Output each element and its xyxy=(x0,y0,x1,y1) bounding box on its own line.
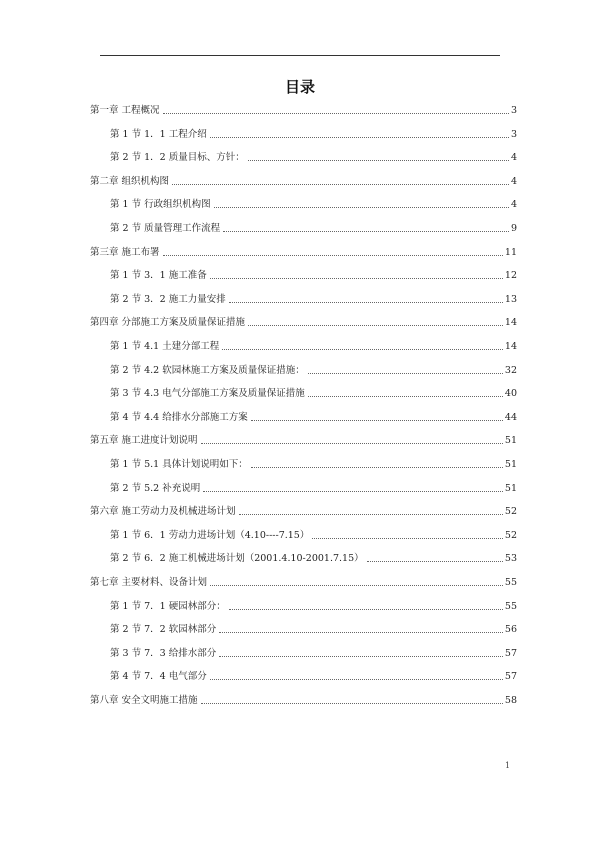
toc-dot-leader xyxy=(312,538,503,539)
toc-entry-label: 第 1 节 1．1 工程介绍 xyxy=(110,128,207,140)
toc-entry-label: 第一章 工程概况 xyxy=(90,105,160,116)
header-rule xyxy=(100,55,500,56)
toc-entry-page: 4 xyxy=(510,199,517,211)
toc-entry-page: 52 xyxy=(504,529,517,541)
toc-entry-label: 第 1 节 行政组织机构图 xyxy=(110,199,211,211)
toc-dot-leader xyxy=(201,443,503,444)
toc-entry-label: 第 4 节 4.4 给排水分部施工方案 xyxy=(110,411,248,423)
toc-entry-label: 第 1 节 3．1 施工准备 xyxy=(110,270,207,282)
toc-entry-label: 第 1 节 5.1 具体计划说明如下： xyxy=(110,459,248,470)
toc-entry-page: 3 xyxy=(510,128,517,140)
toc-entry-label: 第 2 节 3．2 施工力量安排 xyxy=(110,293,226,305)
toc-dot-leader xyxy=(210,278,503,279)
toc-dot-leader xyxy=(248,325,503,326)
toc-section-entry[interactable] xyxy=(110,270,517,282)
toc-chapter-entry[interactable] xyxy=(90,506,517,518)
toc-entry-page: 12 xyxy=(504,270,517,282)
toc-section-entry[interactable] xyxy=(110,341,517,353)
toc-dot-leader xyxy=(219,632,503,633)
toc-dot-leader xyxy=(201,703,503,704)
toc-section-entry[interactable] xyxy=(110,530,517,542)
toc-entry-label: 第 1 节 6．1 劳动力进场计划（4.10----7.15） xyxy=(110,529,310,541)
toc-dot-leader xyxy=(219,656,503,657)
toc-chapter-entry[interactable] xyxy=(90,435,517,447)
toc-entry-label: 第二章 组织机构图 xyxy=(90,175,170,187)
toc-dot-leader xyxy=(163,255,503,256)
page-title: 目录 xyxy=(284,78,315,96)
toc-entry-page: 53 xyxy=(504,553,517,565)
toc-entry-page: 57 xyxy=(504,671,517,683)
toc-entry-page: 51 xyxy=(504,459,517,470)
toc-section-entry[interactable] xyxy=(110,129,517,141)
toc-dot-leader xyxy=(251,467,503,468)
toc-section-entry[interactable] xyxy=(110,388,517,400)
toc-section-entry[interactable] xyxy=(110,459,517,471)
toc-section-entry[interactable] xyxy=(110,671,517,683)
toc-dot-leader xyxy=(210,585,503,586)
toc-entry-page: 40 xyxy=(504,388,517,400)
toc-dot-leader xyxy=(163,113,509,114)
toc-entry-label: 第 2 节 7．2 软园林部分 xyxy=(110,624,217,636)
toc-entry-label: 第 3 节 4.3 电气分部施工方案及质量保证措施 xyxy=(110,388,305,400)
toc-dot-leader xyxy=(308,396,503,397)
toc-entry-label: 第三章 施工布署 xyxy=(90,246,160,258)
toc-dot-leader xyxy=(214,207,509,208)
toc-dot-leader xyxy=(210,679,503,680)
toc-chapter-entry[interactable] xyxy=(90,105,517,117)
toc-dot-leader xyxy=(251,420,503,421)
toc-entry-label: 第 2 节 4.2 软园林施工方案及质量保证措施： xyxy=(110,364,305,376)
toc-entry-label: 第六章 施工劳动力及机械进场计划 xyxy=(90,506,236,518)
toc-section-entry[interactable] xyxy=(110,601,517,613)
toc-entry-label: 第 1 节 7．1 硬园林部分： xyxy=(110,600,226,612)
toc-entry-page: 51 xyxy=(504,482,517,494)
toc-entry-page: 52 xyxy=(504,506,517,518)
toc-entry-label: 第 1 节 4.1 土建分部工程 xyxy=(110,341,220,352)
toc-entry-page: 55 xyxy=(504,577,517,588)
toc-dot-leader xyxy=(203,491,503,492)
toc-entry-page: 11 xyxy=(504,246,517,258)
toc-entry-label: 第四章 分部施工方案及质量保证措施 xyxy=(90,317,246,329)
toc-entry-page: 4 xyxy=(510,152,517,164)
toc-section-entry[interactable] xyxy=(110,223,517,235)
page-number: 1 xyxy=(505,761,511,770)
toc-dot-leader xyxy=(223,231,509,232)
toc-section-entry[interactable] xyxy=(110,624,517,636)
toc-dot-leader xyxy=(172,184,509,185)
toc-entry-page: 51 xyxy=(504,435,517,447)
toc-entry-page: 14 xyxy=(504,341,517,352)
toc-dot-leader xyxy=(367,561,503,562)
toc-chapter-entry[interactable] xyxy=(90,247,517,259)
toc-entry-page: 44 xyxy=(504,411,517,423)
toc-dot-leader xyxy=(248,160,509,161)
toc-entry-page: 32 xyxy=(504,364,517,376)
toc-chapter-entry[interactable] xyxy=(90,577,517,589)
toc-chapter-entry[interactable] xyxy=(90,695,517,707)
toc-entry-label: 第 2 节 质量管理工作流程 xyxy=(110,223,221,234)
toc-section-entry[interactable] xyxy=(110,412,517,424)
toc-entry-page: 4 xyxy=(510,175,517,187)
toc-chapter-entry[interactable] xyxy=(90,176,517,188)
toc-entry-page: 55 xyxy=(504,600,517,612)
toc-section-entry[interactable] xyxy=(110,152,517,164)
toc-entry-page: 9 xyxy=(510,223,517,234)
toc-section-entry[interactable] xyxy=(110,483,517,495)
toc-entry-page: 58 xyxy=(504,695,517,706)
toc-entry-label: 第五章 施工进度计划说明 xyxy=(90,435,198,447)
toc-entry-label: 第 2 节 5.2 补充说明 xyxy=(110,482,201,494)
toc-entry-label: 第 2 节 1．2 质量目标、方针： xyxy=(110,152,245,164)
toc-section-entry[interactable] xyxy=(110,365,517,377)
toc-entry-page: 56 xyxy=(504,624,517,636)
toc-dot-leader xyxy=(239,514,503,515)
toc-entry-page: 57 xyxy=(504,647,517,659)
toc-entry-label: 第 4 节 7．4 电气部分 xyxy=(110,671,207,683)
toc-dot-leader xyxy=(229,609,503,610)
toc-dot-leader xyxy=(308,373,503,374)
toc-entry-label: 第 2 节 6．2 施工机械进场计划（2001.4.10-2001.7.15） xyxy=(110,553,364,565)
toc-entry-page: 13 xyxy=(504,293,517,305)
toc-entry-label: 第七章 主要材料、设备计划 xyxy=(90,577,208,588)
toc-chapter-entry[interactable] xyxy=(90,317,517,329)
toc-section-entry[interactable] xyxy=(110,648,517,660)
toc-entry-page: 3 xyxy=(510,105,517,116)
toc-entry-label: 第 3 节 7．3 给排水部分 xyxy=(110,647,217,659)
toc-section-entry[interactable] xyxy=(110,553,517,565)
toc-section-entry[interactable] xyxy=(110,294,517,306)
toc-entry-label: 第八章 安全文明施工措施 xyxy=(90,695,198,706)
toc-dot-leader xyxy=(222,349,503,350)
toc-dot-leader xyxy=(210,137,509,138)
toc-entry-page: 14 xyxy=(504,317,517,329)
toc-section-entry[interactable] xyxy=(110,199,517,211)
toc-dot-leader xyxy=(229,302,503,303)
